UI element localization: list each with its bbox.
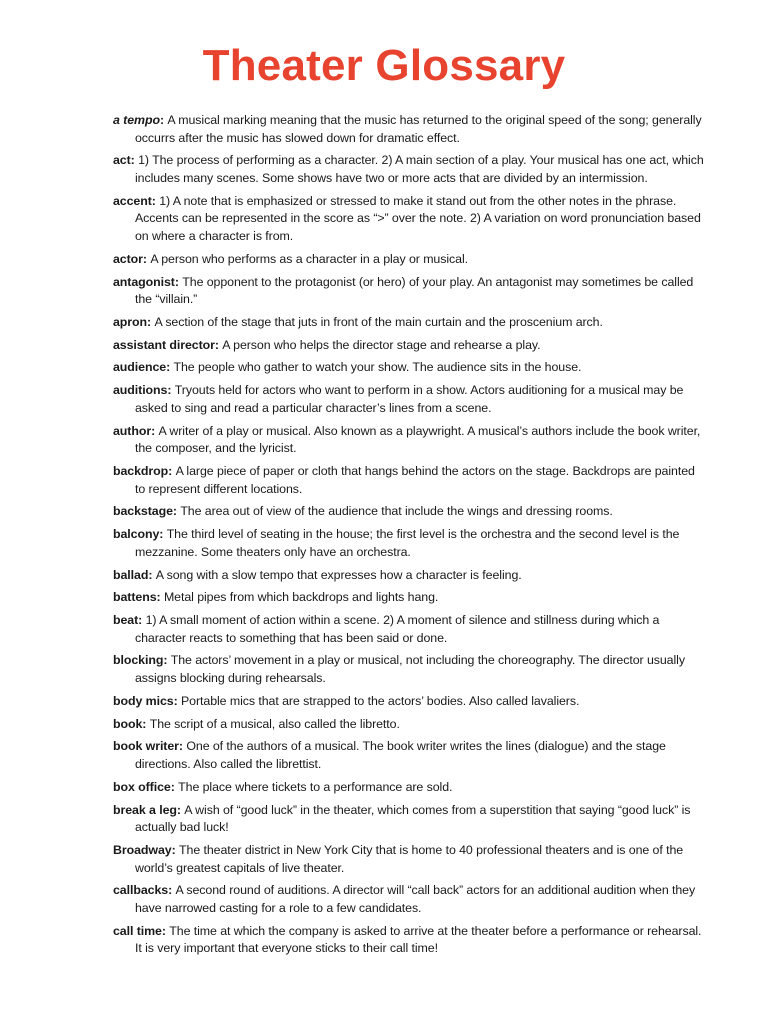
term-separator: :: [130, 153, 139, 168]
glossary-definition: A large piece of paper or cloth that hangs behind the actors on the stage. Backdrops are painted to represent different locations.: [135, 463, 695, 496]
glossary-entry: [113, 526, 705, 561]
glossary-entry: [113, 423, 705, 458]
glossary-definition: The opponent to the protagonist (or hero) of your play. An antagonist may sometimes be called the “villain.”: [135, 274, 694, 307]
glossary-entry: [113, 779, 705, 797]
glossary-entry: [113, 463, 705, 498]
glossary-definition: A second round of auditions. A director will “call back” actors for an additional audition when they have narrowed casting for a role to a few candidates.: [135, 883, 696, 915]
glossary-entry: [113, 112, 705, 147]
glossary-definition: Tryouts held for actors who want to perform in a show. Actors auditioning for a musical may be asked to sing and read a particular character’s lines from a scene.: [135, 383, 684, 415]
term-separator: :: [172, 504, 181, 519]
term-separator: :: [174, 274, 183, 289]
term-separator: :: [138, 613, 146, 628]
glossary-entry: [113, 589, 705, 607]
glossary-entry: [113, 882, 705, 917]
glossary-term: call time: [113, 923, 162, 938]
glossary-entry: [113, 652, 705, 687]
glossary-definition: The script of a musical, also called the libretto.: [149, 716, 400, 731]
glossary-term: break a leg: [113, 802, 177, 817]
glossary-definition: A wish of “good luck” in the theater, which comes from a superstition that saying “good luck” is actually bad luck!: [135, 802, 691, 835]
term-separator: :: [148, 567, 156, 582]
glossary-entry: [113, 337, 705, 355]
glossary-definition: A song with a slow tempo that expresses how a character is feeling.: [155, 567, 522, 582]
page-title: Theater Glossary: [202, 41, 566, 90]
term-separator: :: [151, 193, 160, 208]
term-separator: :: [176, 802, 185, 817]
glossary-term: antagonist: [113, 274, 175, 289]
glossary-definition: Metal pipes from which backdrops and lights hang.: [163, 590, 439, 605]
glossary-term: beat: [113, 613, 139, 628]
glossary-term: book writer: [113, 739, 179, 754]
glossary-definition: A musical marking meaning that the music has returned to the original speed of the song; generally occurrs after the music has slowed down for dramatic effect.: [135, 113, 702, 145]
glossary-definition: 1) A small moment of action within a scene. 2) A moment of silence and stillness during which a character reacts to something that has been said or done.: [135, 613, 660, 645]
glossary-term: body mics: [113, 693, 174, 708]
term-separator: :: [178, 739, 187, 754]
glossary-term: backstage: [113, 504, 173, 519]
glossary-entry: [113, 314, 705, 332]
glossary-entry: [113, 612, 705, 647]
glossary-entry: [113, 359, 705, 377]
term-separator: :: [161, 923, 170, 938]
glossary-definition: The third level of seating in the house; the first level is the orchestra and the second level is the mezzanine. Some theaters only have an orchestra.: [135, 527, 680, 559]
glossary-entry: [113, 274, 705, 309]
glossary-term: balcony: [113, 527, 160, 542]
glossary-list: [113, 112, 705, 963]
glossary-definition: A section of the stage that juts in front of the main curtain and the proscenium arch.: [154, 314, 603, 329]
term-separator: :: [159, 113, 168, 127]
term-separator: :: [166, 360, 174, 375]
glossary-entry: [113, 923, 705, 958]
glossary-entry: [113, 802, 705, 837]
term-separator: :: [159, 527, 167, 542]
glossary-definition: The people who gather to watch your show. The audience sits in the house.: [173, 360, 582, 375]
glossary-entry: [113, 842, 705, 877]
glossary-entry: [113, 382, 705, 417]
term-separator: :: [171, 842, 180, 857]
glossary-term: audience: [113, 360, 167, 375]
glossary-definition: The place where tickets to a performance are sold.: [178, 779, 453, 794]
glossary-definition: The theater district in New York City that is home to 40 professional theaters and is one of the world’s greatest capitals of live theater.: [135, 842, 684, 875]
term-separator: :: [163, 653, 171, 668]
term-separator: :: [173, 693, 181, 708]
term-separator: :: [142, 251, 151, 266]
glossary-definition: The time at which the company is asked to arrive at the theater before a performance or rehearsal. It is very important that everyone sticks to their call time!: [135, 923, 702, 956]
glossary-definition: A person who helps the director stage and rehearse a play.: [222, 337, 541, 352]
glossary-term: author: [113, 423, 152, 438]
term-separator: :: [168, 883, 176, 898]
glossary-entry: [113, 716, 705, 734]
term-separator: :: [156, 590, 164, 605]
glossary-definition: A writer of a play or musical. Also known as a playwright. A musical’s authors include the book writer, the composer, and the lyricist.: [135, 423, 701, 456]
glossary-definition: Portable mics that are strapped to the actors’ bodies. Also called lavaliers.: [180, 693, 580, 708]
term-separator: :: [214, 337, 223, 352]
glossary-term: backdrop: [113, 463, 169, 478]
glossary-entry: [113, 251, 705, 269]
glossary-entry: [113, 193, 705, 246]
glossary-term: Broadway: [113, 842, 172, 857]
term-separator: :: [167, 383, 175, 398]
glossary-entry: [113, 738, 705, 773]
glossary-entry: [113, 693, 705, 711]
term-separator: :: [142, 716, 150, 731]
term-separator: :: [151, 423, 159, 438]
glossary-term: book: [113, 716, 143, 731]
term-separator: :: [147, 314, 155, 329]
glossary-entry: [113, 567, 705, 585]
glossary-term: assistant director: [113, 337, 215, 352]
glossary-definition: One of the authors of a musical. The book writer writes the lines (dialogue) and the stage directions. Also called the librettist.: [135, 739, 666, 771]
glossary-definition: 1) The process of performing as a character. 2) A main section of a play. Your musical has one act, which includes many scenes. Some shows have two or more acts that are divided by an intermission.: [135, 153, 704, 185]
glossary-term: a tempo: [113, 113, 160, 127]
term-separator: :: [168, 463, 176, 478]
glossary-term: battens: [113, 590, 157, 605]
glossary-entry: [113, 152, 705, 187]
glossary-definition: The actors’ movement in a play or musical, not including the choreography. The director usually assigns blocking during rehearsals.: [135, 653, 685, 686]
glossary-term: accent: [113, 193, 152, 208]
glossary-term: auditions: [113, 383, 168, 398]
glossary-term: blocking: [113, 653, 164, 668]
glossary-term: box office: [113, 779, 171, 794]
glossary-term: act: [113, 153, 131, 168]
glossary-definition: 1) A note that is emphasized or stressed to make it stand out from the other notes in the phrase. Accents can be represented in the score as “>” over the note. 2) A variation on word pronunciation based on where a character is from.: [135, 193, 701, 243]
glossary-term: ballad: [113, 567, 149, 582]
term-separator: :: [170, 779, 179, 794]
glossary-term: apron: [113, 314, 148, 329]
glossary-definition: A person who performs as a character in a play or musical.: [150, 251, 468, 266]
glossary-term: actor: [113, 251, 143, 266]
glossary-term: callbacks: [113, 883, 169, 898]
glossary-definition: The area out of view of the audience that include the wings and dressing rooms.: [180, 504, 613, 519]
glossary-entry: [113, 503, 705, 521]
